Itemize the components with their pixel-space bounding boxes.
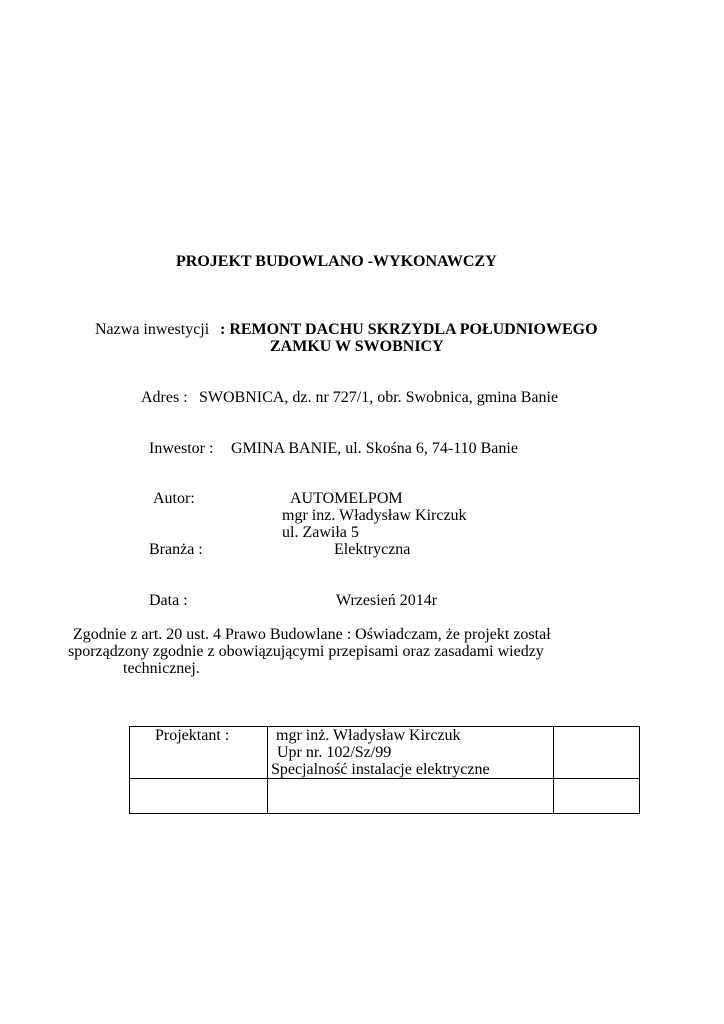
author-label: Autor: [153,490,195,507]
investment-name-line2: ZAMKU W SWOBNICY [270,338,444,355]
signature-table [129,726,640,814]
designer-cell [268,727,554,779]
empty-cell-1 [130,779,268,814]
investor-value: GMINA BANIE, ul. Skośna 6, 74-110 Banie [231,440,518,457]
branch-value: Elektryczna [334,541,411,558]
branch-label: Branża : [149,541,203,558]
designer-specialty: Specjalność instalacje elektryczne [271,761,490,778]
date-value: Wrzesień 2014r [336,592,438,609]
investor-label: Inwestor : [149,440,214,457]
role-label: Projektant : [155,727,230,744]
statement-line3: technicznej. [123,660,200,677]
address-value: SWOBNICA, dz. nr 727/1, obr. Swobnica, gmina Banie [199,389,559,406]
author-name: mgr inz. Władysław Kirczuk [282,507,467,524]
investment-name-line1: : REMONT DACHU SKRZYDLA POŁUDNIOWEGO [220,321,598,338]
empty-cell-3 [554,779,640,814]
designer-license: Upr nr. 102/Sz/99 [277,744,392,761]
designer-name: mgr inż. Władysław Kirczuk [276,727,461,744]
signature-row [130,727,640,779]
statement-line1: Zgodnie z art. 20 ust. 4 Prawo Budowlane : Oświadczam, że projekt został [73,626,551,643]
empty-row [130,779,640,814]
date-label: Data : [149,592,188,609]
author-street: ul. Zawiła 5 [282,524,359,541]
address-label: Adres : [141,389,188,406]
investment-label: Nazwa inwestycji [95,321,210,338]
project-title: PROJEKT BUDOWLANO -WYKONAWCZY [176,253,497,270]
signature-cell [554,727,640,779]
role-cell [130,727,268,779]
empty-cell-2 [268,779,554,814]
author-company: AUTOMELPOM [290,490,403,507]
statement-line2: sporządzony zgodnie z obowiązującymi przepisami oraz zasadami wiedzy [68,643,544,660]
